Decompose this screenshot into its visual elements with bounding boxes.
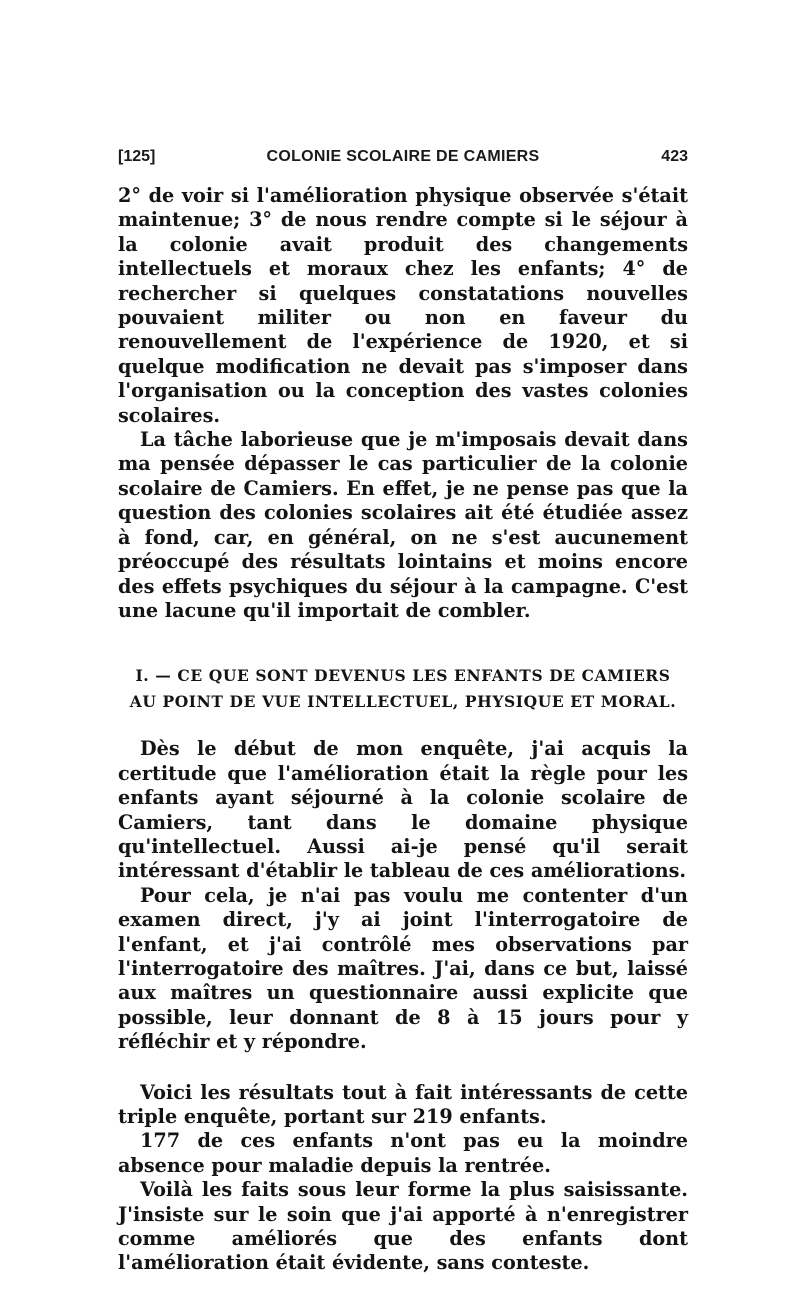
page-number: 423	[661, 148, 688, 165]
paragraph: Voilà les faits sous leur forme la plus saisissante. J'insiste sur le soin que j'ai apporté à n'enregistrer comme améliorés que des enfants dont l'amélioration était évidente, sans conteste.	[118, 1178, 688, 1275]
section-heading	[118, 663, 688, 715]
body-text	[118, 184, 688, 1276]
section-heading-line: AU POINT DE VUE INTELLECTUEL, PHYSIQUE ET MORAL.	[129, 692, 677, 712]
paragraph: 177 de ces enfants n'ont pas eu la moindre absence pour maladie depuis la rentrée.	[118, 1129, 688, 1177]
running-head-title: COLONIE SCOLAIRE DE CAMIERS	[266, 148, 540, 165]
paragraph-continuation: 2° de voir si l'amélioration physique observée s'était maintenue; 3° de nous rendre compte si le séjour à la colonie avait produit des changements intellectuels et moraux chez les enfants; 4° de rechercher si quelques constatations nouvelles pouvaient militer ou non en faveur du renouvellement de l'expérience de 1920, et si quelque modification ne devait pas s'imposer dans l'organisation ou la conception des vastes colonies scolaires.	[118, 184, 688, 427]
paragraph: Dès le début de mon enquête, j'ai acquis la certitude que l'amélioration était la règle pour les enfants ayant séjourné à la colonie scolaire de Camiers, tant dans le domaine physique qu'intellectuel. Aussi ai-je pensé qu'il serait intéressant d'établir le tableau de ces améliorations.	[118, 737, 688, 883]
paragraph: Voici les résultats tout à fait intéressants de cette triple enquête, portant sur 219 enfants.	[118, 1080, 688, 1128]
section-heading-line: I. — CE QUE SONT DEVENUS LES ENFANTS DE CAMIERS	[135, 666, 671, 686]
paragraph: Pour cela, je n'ai pas voulu me contenter d'un examen direct, j'y ai joint l'interrogatoire de l'enfant, et j'ai contrôlé mes observations par l'interrogatoire des maîtres. J'ai, dans ce but, laissé aux maîtres un questionnaire aussi explicite que possible, leur donnant de 8 à 15 jours pour y réfléchir et y répondre.	[118, 883, 688, 1054]
running-head	[118, 148, 688, 172]
paragraph: La tâche laborieuse que je m'imposais devait dans ma pensée dépasser le cas particulier de la colonie scolaire de Camiers. En effet, je ne pense pas que la question des colonies scolaires ait été étudiée assez à fond, car, en général, on ne s'est aucunement préoccupé des résultats lointains et moins encore des effets psychiques du séjour à la campagne. C'est une lacune qu'il importait de combler.	[118, 428, 688, 622]
folio-bracket-number: [125]	[118, 148, 156, 165]
